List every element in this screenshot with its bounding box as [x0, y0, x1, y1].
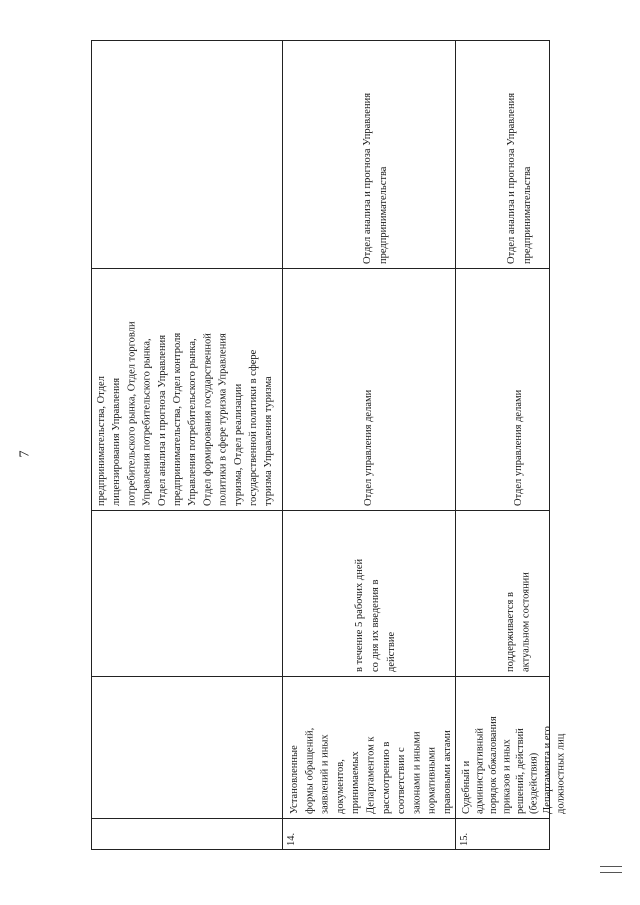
row-number: 14.: [286, 832, 297, 846]
cell-line: нормативными: [426, 746, 438, 814]
cell-line: (бездействия): [528, 752, 540, 814]
cell-line: туризма Управления туризма: [263, 376, 275, 506]
cell-line: правовыми актами: [441, 730, 453, 814]
cell-line: заявлений и иных: [319, 734, 331, 814]
cell-line: законами и иными: [411, 731, 423, 814]
cell-line: Отдел управления делами: [513, 389, 524, 506]
cell-line: туризма, Отдел реализации: [232, 383, 244, 506]
cell-line: действие: [386, 631, 397, 672]
cell-line: Управления потребительского рынка,: [141, 338, 153, 506]
cell-line: Управления потребительского рынка,: [187, 338, 199, 506]
cell-line: государственной политики в сфере: [248, 349, 260, 506]
cell-line: решений, действий: [515, 728, 526, 814]
term-cell: [352, 514, 400, 672]
cell-line: потребительского рынка, Отдел торговли: [126, 321, 138, 506]
table-line: [91, 268, 550, 269]
cell-line: политики в сфере туризма Управления: [217, 333, 229, 506]
executor-cell: [94, 272, 276, 506]
cell-line: Отдел формирования государственной: [202, 333, 214, 506]
cell-line: документов,: [334, 759, 346, 814]
cell-line: лицензирования Управления: [111, 377, 123, 506]
document-name-cell: [460, 680, 568, 814]
executor-cell: [513, 272, 526, 506]
cell-line: рассмотрению в: [380, 741, 392, 814]
cell-line: принимаемых: [350, 751, 362, 814]
cell-line: со дня их введения в: [370, 579, 381, 672]
cell-line: порядок обжалования: [488, 716, 499, 814]
cell-line: Отдел анализа и прогноза Управления: [156, 334, 168, 506]
executor-cell: [363, 272, 376, 506]
table-line: [282, 40, 283, 850]
cell-line: в течение 5 рабочих дней: [354, 558, 365, 672]
term-cell: [503, 514, 534, 672]
table-line: [91, 510, 550, 511]
scan-mark: [600, 872, 622, 873]
page-number: 7: [17, 450, 33, 458]
cell-line: Департаментом к: [365, 736, 377, 814]
cell-line: поддерживается в: [505, 592, 516, 672]
cell-line: Судебный и: [461, 760, 472, 814]
cell-line: предпринимательства, Отдел контроля: [172, 332, 184, 506]
cell-line: актуальном состоянии: [520, 572, 532, 672]
table-line: [91, 818, 550, 819]
cell-line: формы обращений,: [304, 727, 316, 814]
cell-line: административный: [474, 728, 486, 814]
row-number: 15.: [459, 832, 470, 846]
cell-line: предпринимательства, Отдел: [96, 376, 107, 506]
document-name-cell: [287, 680, 455, 814]
scan-mark: [600, 866, 622, 867]
cell-line: приказов и иных: [501, 739, 513, 814]
responsible-cell: [504, 44, 536, 264]
responsible-cell: [360, 44, 392, 264]
cell-line: предпринимательства: [522, 166, 533, 264]
cell-line: Отдел управления делами: [363, 389, 374, 506]
cell-line: соответствии с: [396, 747, 408, 814]
cell-line: Установленные: [289, 745, 300, 814]
cell-line: должностных лиц: [555, 733, 567, 814]
cell-line: Департамента и его: [542, 726, 553, 814]
cell-line: предпринимательства: [378, 166, 389, 264]
table-line: [91, 676, 550, 677]
cell-line: Отдел анализа и прогноза Управления: [362, 92, 373, 264]
cell-line: Отдел анализа и прогноза Управления: [506, 92, 517, 264]
